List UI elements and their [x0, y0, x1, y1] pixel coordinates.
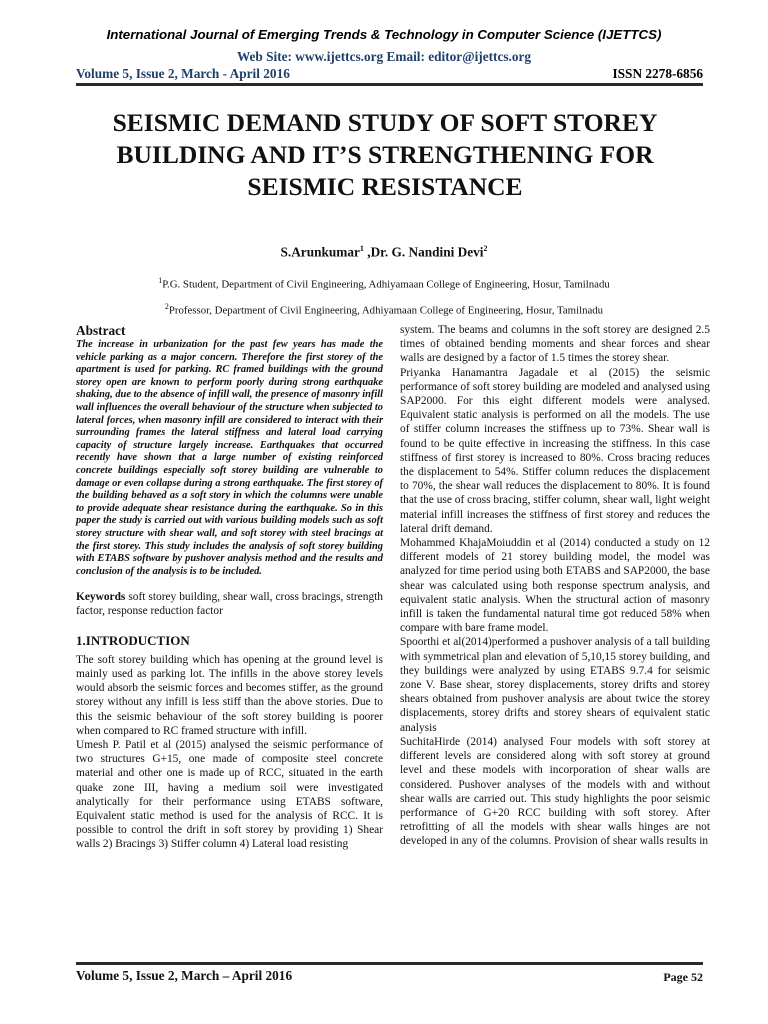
section-number: 1. [76, 632, 86, 648]
affiliation-2-text: Professor, Department of Civil Engineering, Adhiyamaan College of Engineering, Hosur, Tamilnadu [168, 304, 604, 317]
abstract-heading: Abstract [76, 323, 126, 338]
affiliation-1-text: P.G. Student, Department of Civil Engineering, Adhiyamaan College of Engineering, Hosur, Tamilnadu [162, 278, 610, 291]
header-volume: Volume 5, Issue 2, March - April 2016 [76, 66, 290, 81]
right-paragraph-2: Priyanka Hanamantra Jagadale et al (2015) the seismic performance of soft storey building are modeled and analysed using SAP2000. For this eight different models were analysed. Equivalent static analysis is performed on all the models. The use of stiffer column increases the stiffness up to 73%. Shear wall is found to be quite effective in increasing the stiffness. In this case stiffness of first storey is increased to 80%. Cross bracing reduces the displacement to 54%. Stiffer column reduces the displacement to 70%, the shear wall reduces the displacement to 80%. It is found that the use of cross bracing, stiffer column, shear wall, light weight material infill increases the stiffness of first storey and reduces the lateral drift demand. [400, 366, 710, 535]
footer-page-number: Page 52 [663, 970, 703, 984]
author-2: Dr. G. Nandini Devi [370, 244, 484, 260]
header-rule [76, 83, 703, 86]
abstract-body: The increase in urbanization for the past few years has made the vehicle parking as a major concern. Therefore the first storey of the apartment is used for parking. RC framed buildings with the ground storey open are known to perform poorly during strong earthquake shaking, due to the absence of infill wall, the presence of masonry infill wall influences the overall behaviour of the structure when subjected to lateral forces, when masonry infill are considered to interact with their surrounding frames the lateral stiffness and lateral load carrying capacity of structure largely increase. Earthquakes that occurred recently have shown that a large number of existing reinforced concrete buildings especially soft storey building are vulnerable to damage or even collapse during a strong earthquake. The first storey of the building behaved as a soft story in which the columns were unable to provide adequate shear resistance during the earthquake. So in this paper the study is carried out with various building models such as soft storey structure with shear wall, and soft storey with steel bracings at the first storey. This study includes the analysis of soft storey building with ETABS software by pushover analysis method and the results and conclusion of the analysis is to be included. [76, 339, 383, 577]
right-paragraph-1: system. The beams and columns in the soft storey are designed 2.5 times of obtained bending moments and shear forces and shear walls are designed by a factor of 1.5 times the storey shear. [400, 324, 710, 365]
section-heading-introduction [76, 633, 383, 649]
author-2-mark: 2 [483, 244, 488, 253]
keywords [76, 590, 383, 618]
intro-paragraph-1: The soft storey building which has opening at the ground level is mainly used as parking lot. The infills in the above storey levels would absorb the seismic forces and becomes stiffer, as the ground storey without any infill is less stiff than the above stories. Due to this the seismic behaviour of the soft storey building is poorer when compared to RC framed structure with infill. [76, 653, 383, 737]
right-paragraph-5: SuchitaHirde (2014) analysed Four models with soft storey at different levels are considered along with soft storey at ground level and these models with incorporation of shear walls are considered. Pushover analyses of the models with and without shear walls are carried out. This study highlights the poor seismic performance of G+20 RCC building with soft storey. After retrofitting of all the models with shear walls hinges are not developed in any of the columns. Provision of shear walls results in [400, 735, 710, 848]
journal-name: International Journal of Emerging Trends & Technology in Computer Science (IJETTCS) [106, 27, 662, 42]
affiliation-2 [0, 302, 768, 317]
left-column [76, 323, 383, 852]
right-paragraph-4: Spoorthi et al(2014)performed a pushover analysis of a tall building with symmetrical plan and elevation of 5,10,15 storey building, and they buildings were analyzed by using ETABS 9.7.4 for seismic zone V. Base shear, storey displacements, storey drifts and storey shears obtained from pushover analysis are about twice the storey displacements, storey drifts and storey shears of equivalent static analysis [400, 636, 710, 734]
right-column [400, 323, 710, 849]
header-issn: ISSN 2278-6856 [612, 66, 703, 81]
section-first-letter: I [85, 632, 91, 648]
keywords-text: soft storey building, shear wall, cross bracings, strength factor, response reduction factor [76, 591, 383, 618]
author-1: S.Arunkumar [280, 244, 360, 260]
author-1-mark: 1 [359, 244, 364, 253]
right-paragraph-3: Mohammed KhajaMoiuddin et al (2014) conducted a study on 12 different models of 21 storey building model, the model was analyzed for time period using both ETABS and SAP2000, the base shear was calculated using both response spectrum analysis, and equivalent static analysis. When the structural action of masonry infill is taken the fundamental natural time got reduced 58% when compare with bare frame model. [400, 537, 710, 635]
affiliation-1 [0, 276, 768, 291]
journal-website: Web Site: www.ijettcs.org Email: editor@ijettcs.org [236, 49, 532, 64]
keywords-label: Keywords [76, 591, 126, 604]
section-title-rest: NTRODUCTION [90, 632, 190, 648]
footer-rule [76, 962, 703, 965]
affiliation-2-mark: 2 [164, 302, 169, 311]
footer-volume: Volume 5, Issue 2, March – April 2016 [76, 968, 293, 983]
paper-title: SEISMIC DEMAND STUDY OF SOFT STOREY BUILDING AND IT’S STRENGTHENING FOR SEISMIC RESISTANCE [112, 108, 658, 201]
author-separator: , [363, 244, 371, 260]
author-line [0, 244, 768, 260]
affiliation-1-mark: 1 [158, 276, 163, 285]
intro-paragraph-2: Umesh P. Patil et al (2015) analysed the seismic performance of two structures G+15, one made of composite steel concrete material and other one is made up of RCC, situated in the earth quake zone III, having a medium soil were investigated analytically for their performance using ETABS software, Equivalent static method is used for the analysis of RCC. It is possible to control the drift in soft storey by providing 1) Shear walls 2) Bracings 3) Stiffer column 4) Lateral load resisting [76, 738, 383, 851]
